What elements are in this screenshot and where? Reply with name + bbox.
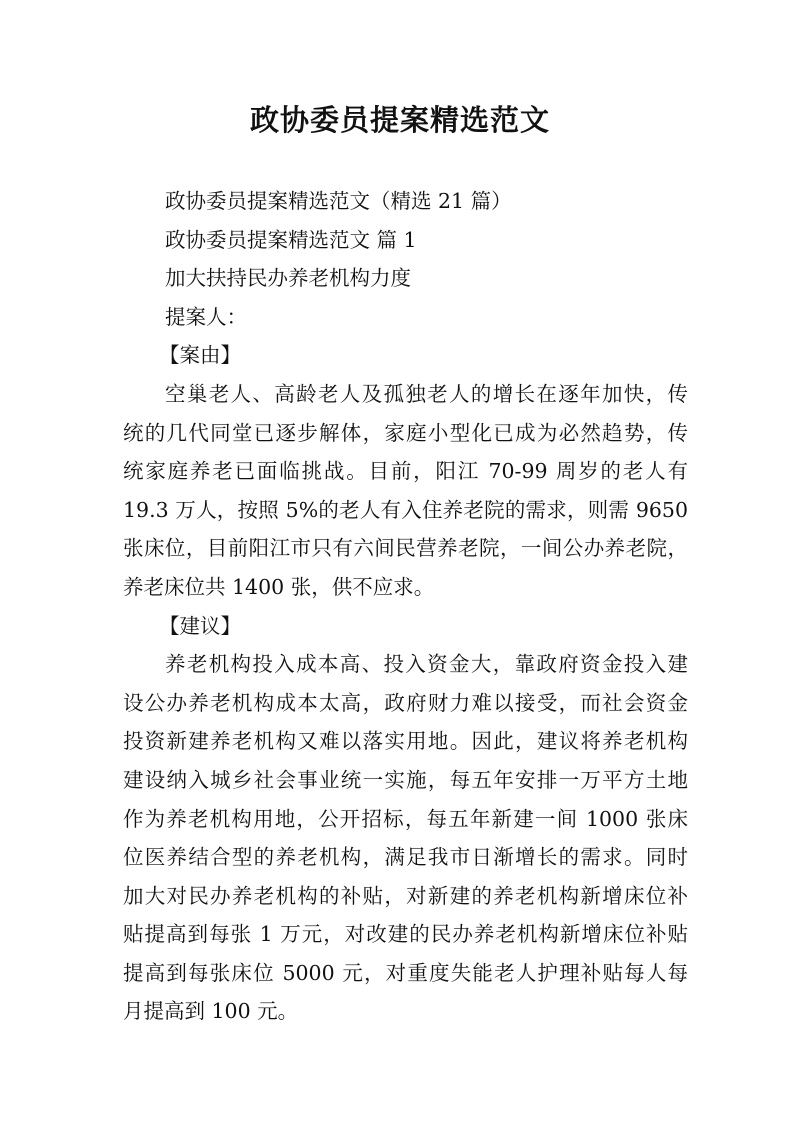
paragraph-line: 作为养老机构用地，公开招标，每五年新建一间 1000 张床 bbox=[123, 806, 688, 831]
reason-paragraph bbox=[123, 375, 688, 607]
paragraph-line: 养老机构投入成本高、投入资金大，靠政府资金投入建 bbox=[165, 652, 688, 677]
paragraph-line: 位医养结合型的养老机构，满足我市日渐增长的需求。同时 bbox=[123, 845, 688, 870]
paragraph-line: 建设纳入城乡社会事业统一实施，每五年安排一万平方土地 bbox=[123, 767, 688, 792]
document-body bbox=[123, 182, 688, 1031]
paragraph-line: 提高到每张床位 5000 元，对重度失能老人护理补贴每人每 bbox=[123, 960, 688, 985]
paragraph-line: 贴提高到每张 1 万元，对改建的民办养老机构新增床位补贴 bbox=[123, 922, 688, 947]
paragraph-line: 月提高到 100 元。 bbox=[123, 999, 299, 1024]
paragraph-line: 张床位，目前阳江市只有六间民营养老院，一间公办养老院， bbox=[123, 536, 688, 561]
paragraph-line: 设公办养老机构成本太高，政府财力难以接受，而社会资金 bbox=[123, 690, 688, 715]
suggestion-heading: 【建议】 bbox=[159, 613, 241, 638]
section-heading: 政协委员提案精选范文 篇 1 bbox=[165, 227, 417, 252]
paragraph-line: 空巢老人、高龄老人及孤独老人的增长在逐年加快，传 bbox=[165, 381, 688, 406]
subtitle-line: 政协委员提案精选范文（精选 21 篇） bbox=[165, 189, 512, 213]
paragraph-line: 19.3 万人，按照 5%的老人有入住养老院的需求，则需 9650 bbox=[123, 497, 688, 522]
document-title: 政协委员提案精选范文 bbox=[249, 103, 550, 137]
paragraph-line: 加大对民办养老机构的补贴，对新建的养老机构新增床位补 bbox=[123, 883, 688, 908]
proposer-label: 提案人： bbox=[165, 304, 247, 329]
paragraph-line: 统家庭养老已面临挑战。目前，阳江 70-99 周岁的老人有 bbox=[123, 459, 688, 484]
proposal-title: 加大扶持民办养老机构力度 bbox=[165, 266, 411, 291]
paragraph-line: 投资新建养老机构又难以落实用地。因此，建议将养老机构 bbox=[123, 729, 688, 754]
paragraph-line: 统的几代同堂已逐步解体，家庭小型化已成为必然趋势，传 bbox=[123, 420, 688, 445]
suggestion-paragraph bbox=[123, 645, 688, 1031]
reason-heading: 【案由】 bbox=[159, 343, 241, 368]
paragraph-line: 养老床位共 1400 张，供不应求。 bbox=[123, 574, 435, 599]
